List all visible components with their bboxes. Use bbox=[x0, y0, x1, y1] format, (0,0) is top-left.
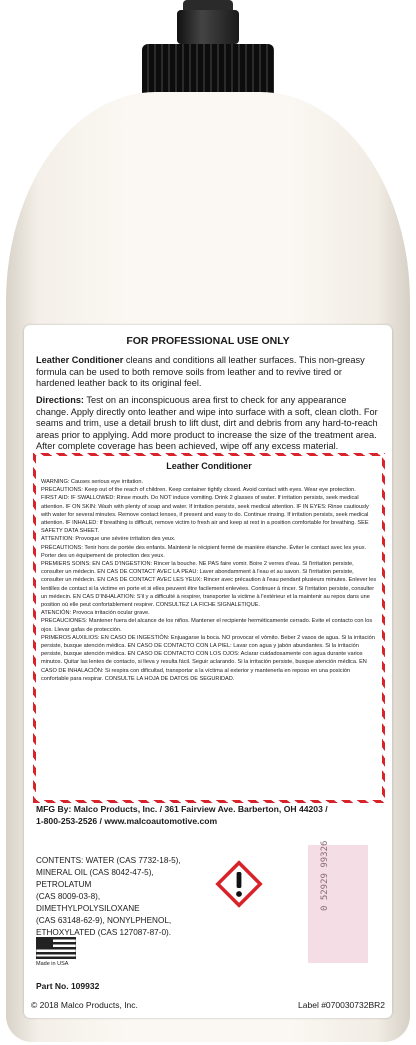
bottle-cap-nozzle bbox=[177, 10, 239, 44]
label-number: Label #070030732BR2 bbox=[298, 1000, 385, 1010]
barcode-number: 0 52929 99326 bbox=[320, 840, 330, 911]
warning-line: PRECAUCIONES: Mantener fuera del alcance de los niños. Mantener el recipiente herméticamente cerrado. Evite el contacto con los ojos. Llevar gafas de protección. bbox=[41, 618, 373, 633]
barcode-panel bbox=[308, 845, 368, 963]
warning-line: PRECAUTIONS: Keep out of the reach of children. Keep container tightly closed. Avoid contact with eyes. Wear eye protection. bbox=[41, 487, 356, 494]
contents-line: ETHOXYLATED (CAS 127087-87-0). bbox=[36, 928, 171, 937]
contents-list bbox=[36, 855, 186, 939]
copyright-text: © 2018 Malco Products, Inc. bbox=[31, 1000, 138, 1010]
manufacturer-line: MFG By: Malco Products, Inc. / 361 Fairview Ave. Barberton, OH 44203 / bbox=[36, 804, 328, 814]
warning-line: FIRST AID: IF SWALLOWED: Rinse mouth. Do NOT induce vomiting. Drink 2 glasses of water. If irritation persists, seek medical attention. IF ON SKIN: Wash with plenty of soap and water. If irritation persists, seek medical attention. IF IN EYES: Rinse cautiously with water for several minutes. Remove contact lenses, if present and easy to do. Continue rinsing. If irritation persists, seek medical attention. IF INHALED: If breathing is difficult, remove victim to fresh air and keep at rest in a position comfortable for breathing. SEE SAFETY DATA SHEET. bbox=[41, 495, 369, 535]
warning-line: PRÉCAUTIONS: Tenir hors de portée des enfants. Maintenir le récipient fermé de manière étanche. Éviter le contact avec les yeux. Porter des un équipement de protection des yeux. bbox=[41, 544, 367, 559]
directions-text: Test on an inconspicuous area first to check for any appearance change. Apply directly onto leather and wipe into surface with a soft, clean cloth. For seams and trim, use a detail brush to lift dust, dirt and debris from any hard-to-reach areas prior to applying. Add more product to increase the size of the treatment area. After complete coverage has been achieved, wipe off any excess material. bbox=[36, 395, 378, 451]
warning-text bbox=[41, 478, 377, 683]
ghs-exclamation-mark-icon bbox=[214, 859, 264, 909]
contents-line: (CAS 8009-03-8), DIMETHYLPOLYSILOXANE bbox=[36, 892, 140, 913]
description-text: cleans and conditions all leather surfaces. This non-greasy formula can be used to both remove soils from leather and to revive tired or hardened leather back to its original feel. bbox=[36, 355, 365, 388]
warning-line: ATENCIÓN: Provoca irritación ocular grave. bbox=[41, 610, 150, 617]
product-description bbox=[36, 355, 380, 390]
made-in-usa-text: Made in USA bbox=[36, 961, 69, 967]
contents-line: (CAS 63148-62-9), NONYLPHENOL, bbox=[36, 916, 172, 925]
manufacturer-info bbox=[36, 803, 380, 827]
hazard-warning-box bbox=[33, 453, 385, 803]
label-heading: FOR PROFESSIONAL USE ONLY bbox=[126, 335, 290, 347]
warning-box-title: Leather Conditioner bbox=[166, 461, 252, 471]
warning-line: WARNING: Causes serious eye irritation. bbox=[41, 479, 144, 485]
part-number: Part No. 109932 bbox=[36, 981, 100, 991]
product-label bbox=[24, 325, 392, 1018]
warning-line: ATTENTION: Provoque une sévère irritation des yeux. bbox=[41, 536, 176, 543]
warning-line: PRIMEROS AUXILIOS: EN CASO DE INGESTIÓN: Enjuagarse la boca. NO provocar el vómito. Beber 2 vasos de agua. Si la irritación persiste, busque atención médica. EN CASO DE CONTACTO CON LA PIEL: Lavar con agua y jabón abundantes. Si la irritación persiste, busque atención médica. EN CASO DE CONTACTO CON LOS OJOS: Aclarar cuidadosamente con agua durante varios minutos. Quitar las lentes de contacto, si lleva y resulta fácil. Seguir aclarando. Si la irritación persiste, busque atención médica. EN CASO DE INHALACIÓN: Si respira con dificultad, transportar a la víctima al exterior y mantenerla en reposo en una posición confortable para respirar. CONSULTE LA HOJA DE DATOS DE SEGURIDAD. bbox=[41, 634, 375, 682]
product-name: Leather Conditioner bbox=[36, 355, 124, 365]
directions-heading: Directions: bbox=[36, 395, 84, 405]
contents-line: MINERAL OIL (CAS 8042-47-5), PETROLATUM bbox=[36, 868, 154, 889]
warning-line: PREMIERS SOINS: EN CAS D'INGESTION: Rincer la bouche. NE PAS faire vomir. Boire 2 verres d'eau. Si l'irritation persiste, consulter un médecin. EN CAS DE CONTACT AVEC LA PEAU: Laver abondamment à l'eau et au savon. Si l'irritation persiste, consulter un médecin. EN CAS DE CONTACT AVEC LES YEUX: Rincer avec précaution à l'eau pendant plusieurs minutes. Enlever les lentilles de contact si la victime en porte et si elles peuvent être facilement enlevées. Continuer à rincer. Si l'irritation persiste, consulter un médecin. EN CAS D'INHALATION: S'il y a difficulté à respirer, transporter la victime à l'extérieur et la maintenir au repos dans une position où elle peut confortablement respirer. CONSULTEZ LA FICHE SIGNALETIQUE. bbox=[41, 561, 377, 609]
directions bbox=[36, 395, 380, 453]
american-flag-icon bbox=[36, 937, 76, 959]
manufacturer-contact: 1-800-253-2526 / www.malcoautomotive.com bbox=[36, 816, 218, 826]
contents-line: CONTENTS: WATER (CAS 7732-18-5), bbox=[36, 856, 181, 865]
